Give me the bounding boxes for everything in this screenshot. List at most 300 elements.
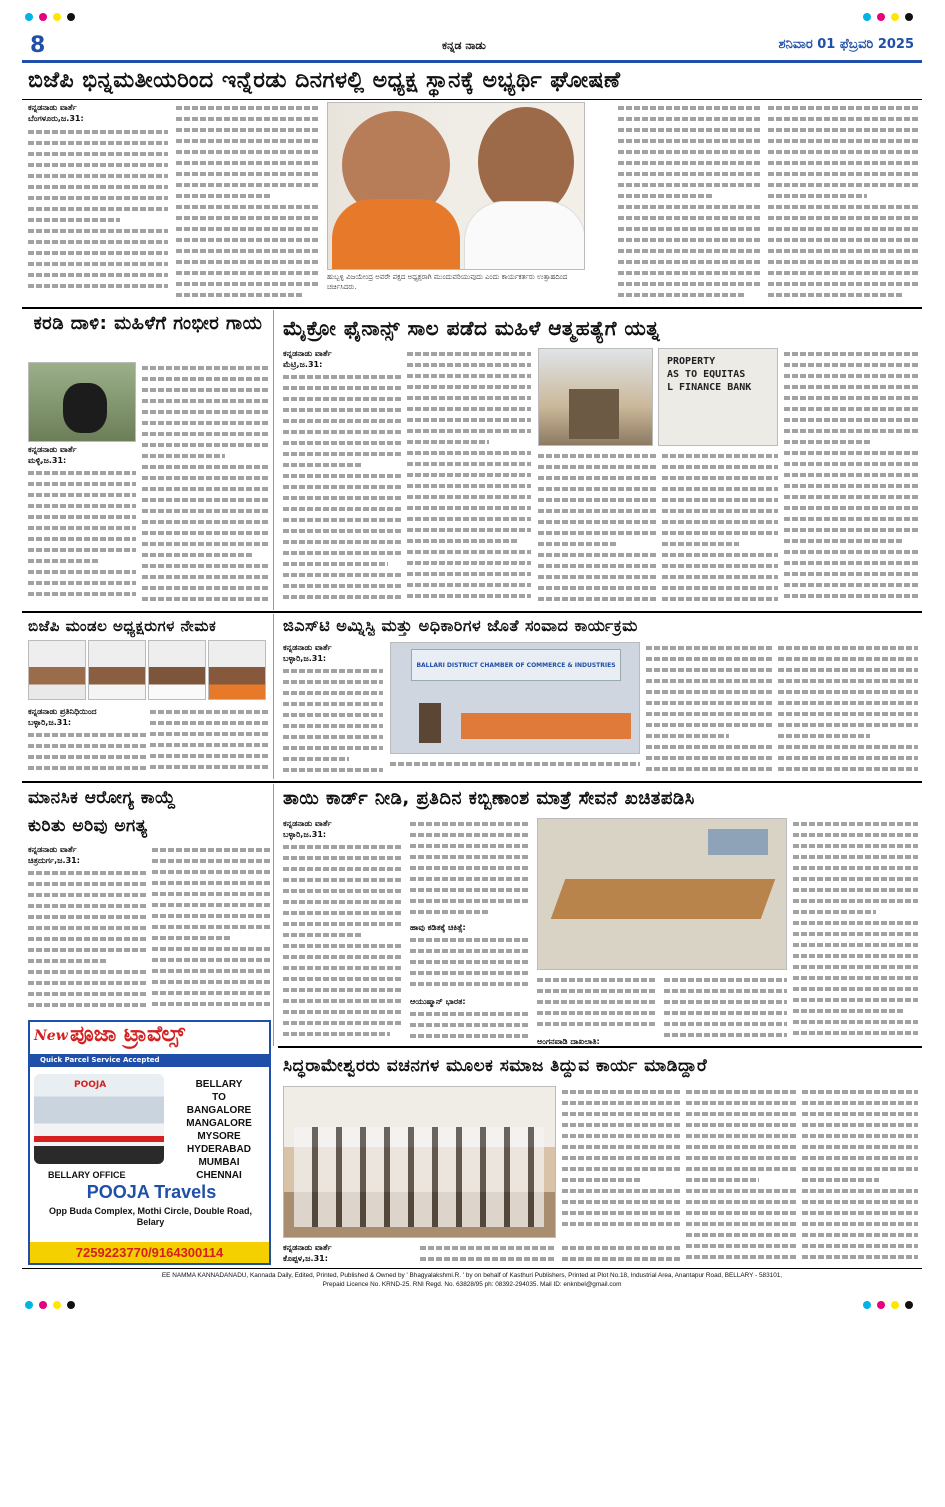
member-photo-4 xyxy=(208,640,266,700)
text-line xyxy=(410,884,530,895)
text-line xyxy=(538,571,656,582)
meeting-table xyxy=(551,879,776,919)
mother-sub1: ಹಾವು ಕಡಿತಕ್ಕೆ ಚಿಕಿತ್ಸೆ: xyxy=(410,923,466,932)
text-line xyxy=(784,535,903,546)
text-line xyxy=(646,719,772,730)
text-line xyxy=(28,933,148,944)
text-line xyxy=(28,867,148,878)
gst-headline: ಜಿಎಸ್‌ಟಿ ಅಮ್ನಿಸ್ಟಿ ಮತ್ತು ಅಧಿಕಾರಿಗಳ ಜೊತೆ ಸಂವಾದ ಕಾರ್ಯಕ್ರಮ xyxy=(283,616,638,635)
text-line xyxy=(283,481,401,492)
route-destination: MYSORE xyxy=(197,1131,241,1142)
text-line xyxy=(28,192,168,203)
pooja-travels-ad[interactable] xyxy=(28,1020,271,1265)
text-line xyxy=(152,987,270,998)
text-line xyxy=(802,1097,918,1108)
text-line xyxy=(283,558,388,569)
text-line xyxy=(538,494,656,505)
text-line xyxy=(802,1207,918,1218)
mental-headline-2: ಕುರಿತು ಅರಿವು ಅಗತ್ಯ xyxy=(28,816,148,836)
page-number: 8 xyxy=(30,33,46,58)
text-line xyxy=(538,461,656,472)
person-1-body xyxy=(332,199,460,270)
text-line xyxy=(283,1017,403,1028)
text-line xyxy=(407,348,531,359)
text-line xyxy=(562,1196,680,1207)
text-line xyxy=(618,201,760,212)
text-line xyxy=(142,560,268,571)
text-line xyxy=(538,549,656,560)
text-line xyxy=(538,593,656,604)
bear-photo xyxy=(28,362,136,442)
text-line xyxy=(802,1185,918,1196)
text-line xyxy=(142,384,268,395)
text-line xyxy=(283,951,403,962)
text-line xyxy=(28,922,148,933)
mother-col-4 xyxy=(664,974,787,1046)
podium xyxy=(419,703,441,743)
text-line xyxy=(142,406,268,417)
text-line xyxy=(662,560,778,571)
text-line xyxy=(407,568,531,579)
text-line xyxy=(407,546,531,557)
text-line xyxy=(283,753,349,764)
text-line xyxy=(283,514,401,525)
text-line xyxy=(407,392,531,403)
text-line xyxy=(283,503,401,514)
text-line xyxy=(150,728,268,739)
text-line xyxy=(152,910,270,921)
text-line xyxy=(152,844,270,855)
text-line xyxy=(283,525,401,536)
text-line xyxy=(538,450,656,461)
text-line xyxy=(768,223,918,234)
text-line xyxy=(802,1163,918,1174)
text-line xyxy=(802,1141,918,1152)
text-line xyxy=(537,1018,657,1029)
text-line xyxy=(283,1006,403,1017)
mother-col-3 xyxy=(537,974,657,1034)
text-line xyxy=(407,414,531,425)
text-line xyxy=(646,653,772,664)
text-line xyxy=(410,873,530,884)
text-line xyxy=(768,102,918,113)
text-line xyxy=(28,181,168,192)
text-line xyxy=(407,557,531,568)
text-line xyxy=(407,370,531,381)
text-line xyxy=(618,234,760,245)
text-line xyxy=(562,1207,680,1218)
text-line xyxy=(283,929,362,940)
text-line xyxy=(176,234,318,245)
registration-marks-right xyxy=(860,1294,916,1313)
text-line xyxy=(618,179,760,190)
text-line xyxy=(283,665,383,676)
text-line xyxy=(28,966,148,977)
text-line xyxy=(538,560,656,571)
finance-col-4 xyxy=(662,450,778,607)
mother-byline: ಕನ್ನಡನಾಡು ವಾರ್ತೆ xyxy=(283,819,332,828)
text-line xyxy=(664,996,787,1007)
text-line xyxy=(768,212,918,223)
text-line xyxy=(662,571,778,582)
text-line xyxy=(283,973,403,984)
text-line xyxy=(28,280,168,291)
text-line xyxy=(28,900,148,911)
text-line xyxy=(176,267,318,278)
text-line xyxy=(142,362,268,373)
lead-col-3 xyxy=(618,102,760,302)
text-line xyxy=(784,392,918,403)
text-line xyxy=(142,417,268,428)
text-line xyxy=(664,985,787,996)
text-line xyxy=(793,939,918,950)
text-line xyxy=(150,750,268,761)
crowd xyxy=(294,1127,544,1227)
text-line xyxy=(176,179,318,190)
route-destination: MUMBAI xyxy=(198,1157,240,1168)
text-line xyxy=(784,513,918,524)
text-line xyxy=(28,999,148,1010)
text-line xyxy=(618,135,760,146)
text-line xyxy=(283,415,401,426)
member-photo-2 xyxy=(88,640,146,700)
text-line xyxy=(28,137,168,148)
text-line xyxy=(793,840,918,851)
mother-sub3: ಆಯುಷ್ಮಾನ್ ಭಾರತ: xyxy=(410,997,466,1006)
text-line xyxy=(28,247,168,258)
text-line xyxy=(283,426,401,437)
bear-figure xyxy=(63,383,107,433)
text-line xyxy=(150,706,268,717)
date: ಶನಿವಾರ 01 ಫೆಬ್ರವರಿ 2025 xyxy=(778,37,914,52)
text-line xyxy=(390,758,640,769)
ad-brand: ಪೂಜಾ ಟ್ರಾವೆಲ್ಸ್ xyxy=(70,1022,185,1047)
text-line xyxy=(784,414,918,425)
text-line xyxy=(562,1141,680,1152)
text-line xyxy=(686,1141,796,1152)
text-line xyxy=(686,1108,796,1119)
wall-frames xyxy=(708,829,768,855)
text-line xyxy=(562,1152,680,1163)
text-line xyxy=(176,201,318,212)
text-line xyxy=(28,203,168,214)
text-line xyxy=(283,1028,390,1039)
lead-headline: ಬಿಜೆಪಿ ಭಿನ್ನಮತೀಯರಿಂದ ಇನ್ನೆರಡು ದಿನಗಳಲ್ಲಿ ಅಧ್ಯಕ್ಷ ಸ್ಥಾನಕ್ಕೆ ಅಭ್ಯರ್ಥಿ ಘೋಷಣೆ xyxy=(28,68,621,93)
siddarama-dateline: ಕೊಪ್ಪಳ,ಜ.31: xyxy=(283,1254,328,1263)
text-line xyxy=(283,448,401,459)
text-line xyxy=(410,840,530,851)
text-line xyxy=(562,1242,680,1253)
text-line xyxy=(283,962,403,973)
text-line xyxy=(784,370,918,381)
mother-col-2c xyxy=(410,1008,530,1042)
text-line xyxy=(664,1029,787,1040)
text-line xyxy=(784,579,918,590)
stage-table xyxy=(461,713,631,739)
text-line xyxy=(662,538,739,549)
text-line xyxy=(686,1097,796,1108)
text-line xyxy=(176,278,318,289)
text-line xyxy=(142,428,268,439)
text-line xyxy=(662,483,778,494)
text-line xyxy=(662,494,778,505)
text-line xyxy=(176,157,318,168)
text-line xyxy=(562,1130,680,1141)
bjp-mandal-headline: ಬಿಜೆಪಿ ಮಂಡಲ ಅಧ್ಯಕ್ಷರುಗಳ ನೇಮಕ xyxy=(28,617,217,635)
ad-phones[interactable]: 7259223770/9164300114 xyxy=(30,1242,269,1264)
text-line xyxy=(793,862,918,873)
text-line xyxy=(618,190,712,201)
text-line xyxy=(176,146,318,157)
gst-banner xyxy=(411,649,621,681)
lead-photo xyxy=(327,102,585,270)
text-line xyxy=(662,593,778,604)
text-line xyxy=(768,168,918,179)
text-line xyxy=(283,547,401,558)
text-line xyxy=(802,1240,918,1251)
text-line xyxy=(618,289,744,300)
text-line xyxy=(768,289,902,300)
mother-col-2b xyxy=(410,934,530,994)
text-line xyxy=(662,527,778,538)
text-line xyxy=(176,289,302,300)
text-line xyxy=(646,763,772,774)
text-line xyxy=(784,381,918,392)
text-line xyxy=(562,1218,680,1229)
text-line xyxy=(618,278,760,289)
text-line xyxy=(283,940,403,951)
route-destination: HYDERABAD xyxy=(187,1144,251,1155)
text-line xyxy=(420,1253,556,1264)
text-line xyxy=(142,505,268,516)
text-line xyxy=(784,436,872,447)
text-line xyxy=(802,1152,918,1163)
text-line xyxy=(407,458,531,469)
text-line xyxy=(802,1196,918,1207)
text-line xyxy=(802,1218,918,1229)
text-line xyxy=(802,1251,918,1262)
text-line xyxy=(410,818,530,829)
text-line xyxy=(562,1163,680,1174)
text-line xyxy=(538,582,656,593)
text-line xyxy=(768,135,918,146)
text-line xyxy=(784,491,918,502)
mother-col-5 xyxy=(793,818,918,1046)
mother-sub2: ಅಂಗನವಾಡಿ ದಾಖಲಾತಿ: xyxy=(537,1037,600,1046)
text-line xyxy=(407,480,531,491)
text-line xyxy=(793,884,918,895)
text-line xyxy=(152,976,270,987)
text-line xyxy=(768,256,918,267)
finance-dateline: ಮೆಟ್ರಿ,ಜ.31: xyxy=(283,360,323,369)
text-line xyxy=(283,709,383,720)
text-line xyxy=(407,524,531,535)
text-line xyxy=(778,697,918,708)
text-line xyxy=(142,527,268,538)
text-line xyxy=(686,1130,796,1141)
text-line xyxy=(686,1218,796,1229)
text-line xyxy=(686,1163,796,1174)
finance-col-2 xyxy=(407,348,531,607)
text-line xyxy=(407,359,531,370)
siddarama-col-2 xyxy=(686,1086,796,1266)
text-line xyxy=(686,1196,796,1207)
text-line xyxy=(176,245,318,256)
bear-dateline: ಮಳ್ಳಿ,ಜ.31: xyxy=(28,456,67,465)
text-line xyxy=(784,480,918,491)
text-line xyxy=(562,1253,680,1264)
text-line xyxy=(142,516,268,527)
person-2-body xyxy=(464,201,585,270)
text-line xyxy=(28,751,146,762)
gst-banner-text: BALLARI DISTRICT CHAMBER OF COMMERCE & INDUSTRIES xyxy=(416,662,616,669)
text-line xyxy=(778,675,918,686)
text-line xyxy=(662,472,778,483)
text-line xyxy=(283,371,401,382)
text-line xyxy=(142,593,268,604)
text-line xyxy=(28,577,136,588)
text-line xyxy=(686,1174,759,1185)
text-line xyxy=(646,730,729,741)
text-line xyxy=(142,494,268,505)
text-line xyxy=(686,1251,796,1262)
text-line xyxy=(646,741,772,752)
mental-dateline: ಚಿತ್ರದುರ್ಗ,ಜ.31: xyxy=(28,856,80,865)
text-line xyxy=(768,157,918,168)
text-line xyxy=(407,447,531,458)
text-line xyxy=(28,214,120,225)
text-line xyxy=(28,955,107,966)
text-line xyxy=(410,956,530,967)
gst-dateline: ಬಳ್ಳಾರಿ,ಜ.31: xyxy=(283,654,327,663)
text-line xyxy=(28,588,136,599)
route-destination: MANGALORE xyxy=(186,1118,252,1129)
mother-dateline: ಬಳ್ಳಾರಿ,ಜ.31: xyxy=(283,830,327,839)
text-line xyxy=(152,965,270,976)
text-line xyxy=(283,536,401,547)
text-line xyxy=(407,513,531,524)
text-line xyxy=(768,190,867,201)
text-line xyxy=(283,676,383,687)
text-line xyxy=(28,740,146,751)
finance-photo-wall xyxy=(658,348,778,446)
text-line xyxy=(28,762,146,773)
text-line xyxy=(768,278,918,289)
bus-image xyxy=(34,1074,164,1164)
registration-marks-top-right xyxy=(860,6,916,25)
text-line xyxy=(784,557,918,568)
ad-route xyxy=(170,1078,268,1182)
text-line xyxy=(28,511,136,522)
mental-headline-1: ಮಾನಸಿಕ ಆರೋಗ್ಯ ಕಾಯ್ದೆ xyxy=(28,788,176,808)
text-line xyxy=(142,571,268,582)
text-line xyxy=(283,907,403,918)
footer-imprint-1: EE NAMMA KANNADANADU, Kannada Daily, Edited, Printed, Published & Owned by ' Bhagyalakshmi.R. ' by on behalf of Kasthuri Publishers, Printed at Plot No.18, Industrial Area, Anantapur Road, BELLARY - 583101, xyxy=(161,1272,783,1279)
text-line xyxy=(28,159,168,170)
text-line xyxy=(283,731,383,742)
text-line xyxy=(618,168,760,179)
text-line xyxy=(28,729,146,740)
text-line xyxy=(283,404,401,415)
bear-byline: ಕನ್ನಡನಾಡು ವಾರ್ತೆ xyxy=(28,445,77,454)
text-line xyxy=(28,478,136,489)
text-line xyxy=(176,223,318,234)
text-line xyxy=(142,450,225,461)
text-line xyxy=(407,403,531,414)
text-line xyxy=(778,653,918,664)
text-line xyxy=(28,944,148,955)
text-line xyxy=(793,994,918,1005)
text-line xyxy=(784,568,918,579)
text-line xyxy=(686,1152,796,1163)
gst-col-1 xyxy=(283,665,383,777)
ad-strip: Quick Parcel Service Accepted xyxy=(30,1054,269,1067)
text-line xyxy=(283,852,403,863)
text-line xyxy=(793,1027,918,1038)
text-line xyxy=(410,1030,530,1041)
text-line xyxy=(618,146,760,157)
text-line xyxy=(784,590,918,601)
text-line xyxy=(283,764,383,775)
text-line xyxy=(410,829,530,840)
text-line xyxy=(407,381,531,392)
text-line xyxy=(618,124,760,135)
text-line xyxy=(802,1229,918,1240)
text-line xyxy=(768,179,918,190)
text-line xyxy=(618,102,760,113)
text-line xyxy=(150,739,268,750)
route-to: TO xyxy=(212,1092,226,1103)
house-door xyxy=(569,389,619,439)
text-line xyxy=(784,403,918,414)
text-line xyxy=(152,998,270,1009)
bjp-dateline: ಬಳ್ಳಾರಿ,ಜ.31: xyxy=(28,718,72,727)
text-line xyxy=(407,469,531,480)
finance-photo-house xyxy=(538,348,653,446)
text-line xyxy=(407,491,531,502)
bus-name: POOJA xyxy=(74,1080,107,1090)
text-line xyxy=(662,505,778,516)
text-line xyxy=(793,906,876,917)
text-line xyxy=(778,708,918,719)
gst-col-4 xyxy=(778,642,918,778)
text-line xyxy=(646,708,772,719)
text-line xyxy=(793,972,918,983)
text-line xyxy=(768,245,918,256)
text-line xyxy=(410,1019,530,1030)
text-line xyxy=(784,458,918,469)
finance-headline: ಮೈಕ್ರೋ ಫೈನಾನ್ಸ್ ಸಾಲ ಪಡೆದ ಮಹಿಳೆ ಆತ್ಮಹತ್ಯೆಗೆ ಯತ್ನ xyxy=(283,316,661,340)
text-line xyxy=(152,888,270,899)
text-line xyxy=(407,425,531,436)
text-line xyxy=(778,741,918,752)
text-line xyxy=(768,267,918,278)
lead-caption: ಹುಬ್ಬಳ್ಳಿ ವಿಜಯೇಂದ್ರ ಅವರೇ ಪಕ್ಷದ ಅಧ್ಯಕ್ಷರಾಗಿ ಮುಂದುವರಿಯುವುದು ಎಂದು ಕಾರ್ಯಕರ್ತರು ಉತ್ಸಾಹದಿಂದ ಚರ್ಚಿಸಿದರು. xyxy=(327,273,568,291)
siddarama-col-3 xyxy=(802,1086,918,1266)
text-line xyxy=(646,752,772,763)
text-line xyxy=(793,983,918,994)
text-line xyxy=(28,126,168,137)
text-line xyxy=(686,1119,796,1130)
text-line xyxy=(142,538,268,549)
text-line xyxy=(152,943,270,954)
text-line xyxy=(784,502,918,513)
text-line xyxy=(410,851,530,862)
text-line xyxy=(784,359,918,370)
text-line xyxy=(802,1119,918,1130)
mother-photo xyxy=(537,818,787,970)
text-line xyxy=(28,467,136,478)
